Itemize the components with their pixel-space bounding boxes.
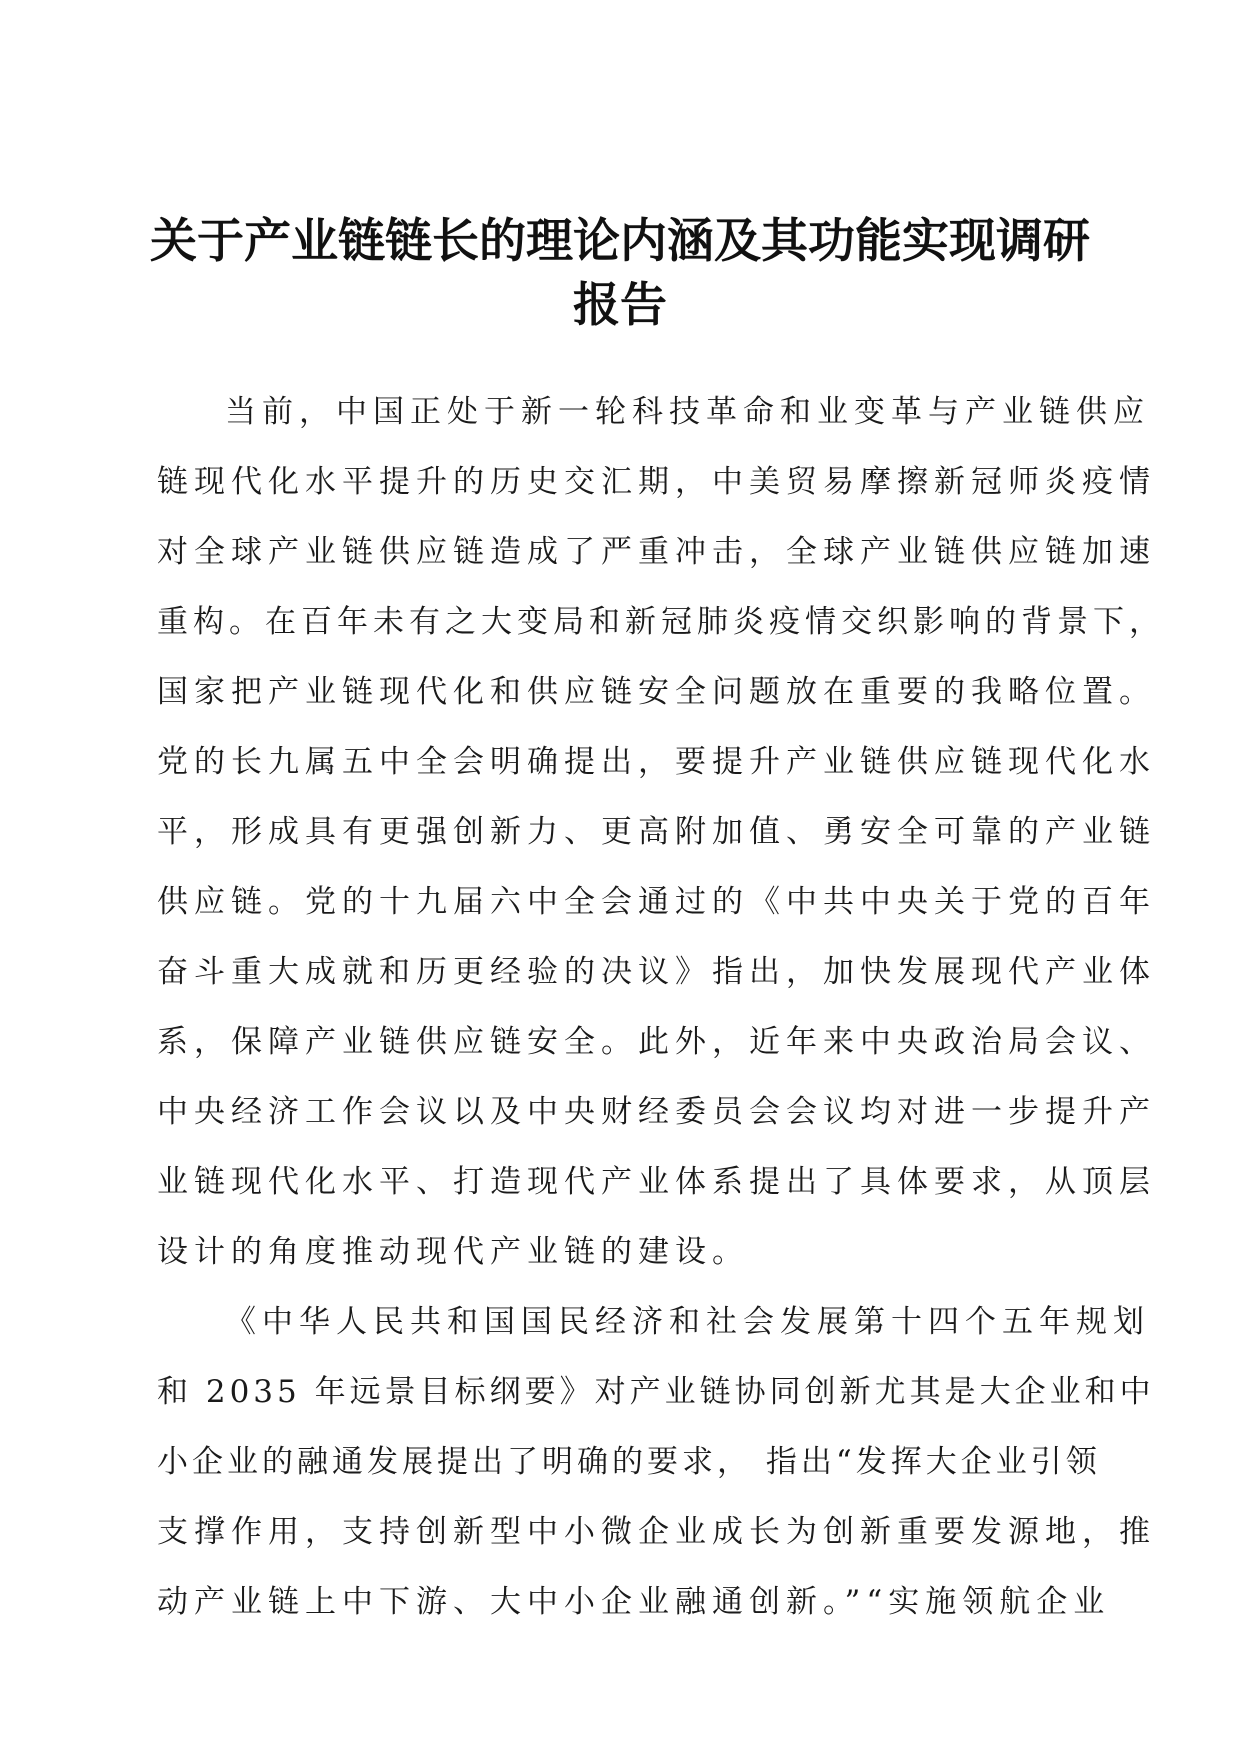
- text-line: 和 2035 年远景目标纲要》对产业链协同创新尤其是大企业和中: [157, 1374, 1155, 1410]
- text-line: 支撑作用，支持创新型中小微企业成长为创新重要发源地，推: [157, 1514, 1156, 1550]
- text-line: 小企业的融通发展提出了明确的要求， 指出“发挥大企业引领: [157, 1444, 1101, 1480]
- text-line: 《中华人民共和国国民经济和社会发展第十四个五年规划: [225, 1304, 1150, 1340]
- title-line-2: 报告: [573, 278, 667, 333]
- paragraph-1: [157, 377, 1165, 1287]
- document-title: [130, 210, 1110, 338]
- text-line: 对全球产业链供应链造成了严重冲击，全球产业链供应链加速: [157, 534, 1156, 570]
- paragraph-2: [157, 1287, 1156, 1637]
- text-line: 党的长九属五中全会明确提出，要提升产业链供应链现代化水: [157, 744, 1156, 780]
- text-line: 系，保障产业链供应链安全。此外，近年来中央政治局会议、: [157, 1024, 1156, 1060]
- text-line: 业链现代化水平、打造现代产业体系提出了具体要求，从顶层: [157, 1164, 1156, 1200]
- title-line-1: 关于产业链链长的理论内涵及其功能实现调研: [150, 214, 1090, 269]
- text-line: 国家把产业链现代化和供应链安全问题放在重要的我略位置。: [157, 674, 1156, 710]
- text-line: 链现代化水平提升的历史交汇期，中美贸易摩擦新冠师炎疫情: [157, 464, 1156, 500]
- text-line: 奋斗重大成就和历更经验的决议》指出，加快发展现代产业体: [157, 954, 1156, 990]
- document-body: [157, 377, 1165, 1637]
- text-line: 设计的角度推动现代产业链的建设。: [157, 1234, 749, 1270]
- text-line: 中央经济工作会议以及中央财经委员会会议均对进一步提升产: [157, 1094, 1156, 1130]
- text-line: 供应链。党的十九届六中全会通过的《中共中央关于党的百年: [157, 884, 1156, 920]
- text-line: 动产业链上中下游、大中小企业融通创新。”“实施领航企业: [157, 1584, 1111, 1620]
- text-line: 平，形成具有更强创新力、更高附加值、勇安全可靠的产业链: [157, 814, 1156, 850]
- text-line: 重构。在百年未有之大变局和新冠肺炎疫情交织影响的背景下，: [157, 604, 1165, 640]
- text-line: 当前，中国正处于新一轮科技革命和业变革与产业链供应: [225, 394, 1150, 430]
